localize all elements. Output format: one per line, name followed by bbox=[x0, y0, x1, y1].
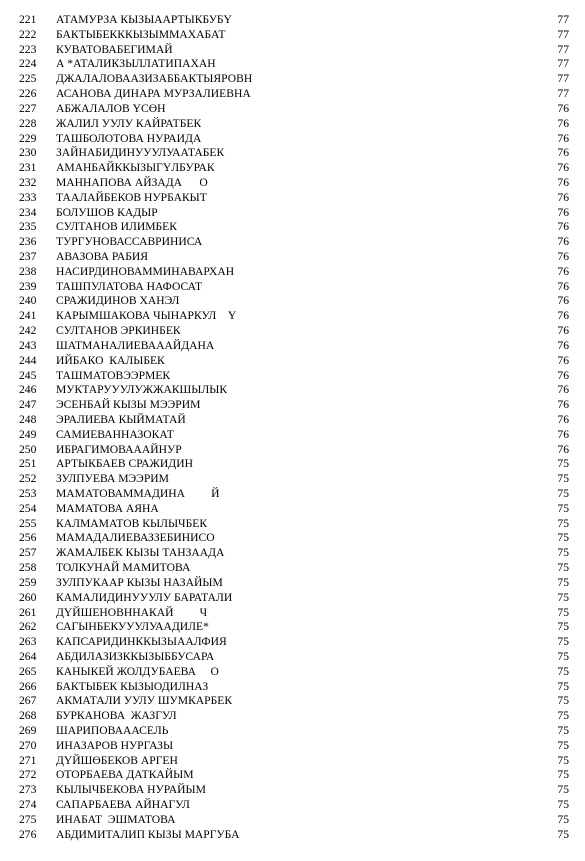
list-item bbox=[0, 502, 585, 517]
score-value: 75 bbox=[557, 561, 569, 575]
row-number: 245 bbox=[19, 368, 37, 382]
list-item bbox=[0, 798, 585, 813]
list-item bbox=[0, 620, 585, 635]
score-value: 76 bbox=[557, 220, 569, 234]
row-number: 248 bbox=[19, 412, 37, 426]
student-name: НАСИРДИНОВАММИНАВАРХАН bbox=[56, 264, 235, 278]
row-number: 260 bbox=[19, 590, 37, 604]
list-item bbox=[0, 457, 585, 472]
student-name: КАРЫМШАКОВА ЧЫНАРКУЛ Ү bbox=[56, 309, 237, 323]
score-value: 77 bbox=[557, 72, 569, 86]
list-item bbox=[0, 443, 585, 458]
list-item bbox=[0, 591, 585, 606]
list-item bbox=[0, 754, 585, 769]
student-name: БАКТЫБЕК КЫЗЫОДИЛНАЗ bbox=[56, 679, 209, 693]
student-name: АБДИЛАЗИЗККЫЗЫББУСАРА bbox=[56, 649, 215, 663]
list-item bbox=[0, 43, 585, 58]
score-value: 75 bbox=[557, 516, 569, 530]
row-number: 254 bbox=[19, 501, 37, 515]
row-number: 251 bbox=[19, 457, 37, 471]
student-name: СРАЖИДИНОВ ХАНЭЛ bbox=[56, 294, 180, 308]
score-value: 75 bbox=[557, 590, 569, 604]
list-item bbox=[0, 472, 585, 487]
score-value: 75 bbox=[557, 487, 569, 500]
student-name: ЭСЕНБАЙ КЫЗЫ МЭЭРИМ bbox=[56, 398, 201, 412]
list-item bbox=[0, 220, 585, 235]
row-number: 273 bbox=[19, 783, 37, 797]
row-number: 247 bbox=[19, 398, 37, 412]
score-value: 75 bbox=[557, 709, 569, 723]
score-value: 77 bbox=[557, 27, 569, 41]
score-value: 75 bbox=[557, 472, 569, 486]
list-item bbox=[0, 398, 585, 413]
row-number: 236 bbox=[19, 235, 37, 249]
student-name: ИЙБАКО КАЛЫБЕК bbox=[56, 353, 165, 367]
score-value: 75 bbox=[557, 783, 569, 797]
score-value: 76 bbox=[557, 338, 569, 352]
row-number: 224 bbox=[19, 57, 37, 71]
list-item bbox=[0, 206, 585, 221]
list-item bbox=[0, 531, 585, 546]
student-name: КУВАТОВАБЕГИМАЙ bbox=[56, 42, 173, 56]
list-item bbox=[0, 265, 585, 280]
list-item bbox=[0, 487, 585, 502]
student-name: ДҮЙШӨБЕКОВ АРГЕН bbox=[56, 753, 178, 767]
row-number: 239 bbox=[19, 279, 37, 293]
score-value: 75 bbox=[557, 738, 569, 752]
row-number: 221 bbox=[19, 13, 37, 26]
list-item bbox=[0, 517, 585, 532]
student-name: МАМАТОВА АЯНА bbox=[56, 501, 159, 515]
student-name: ШАРИПОВАААСЕЛЬ bbox=[56, 724, 169, 737]
score-value: 76 bbox=[557, 398, 569, 412]
student-name: САПАРБАЕВА АЙНАГУЛ bbox=[56, 798, 190, 812]
score-value: 75 bbox=[557, 501, 569, 515]
score-value: 75 bbox=[557, 649, 569, 663]
row-number: 259 bbox=[19, 575, 37, 589]
row-number: 261 bbox=[19, 605, 37, 619]
student-name: А *АТАЛИКЗЫЛЛАТИПАХАН bbox=[56, 57, 216, 71]
row-number: 252 bbox=[19, 472, 37, 486]
student-name: АКМАТАЛИ УУЛУ ШУМКАРБЕК bbox=[56, 694, 233, 708]
score-value: 75 bbox=[557, 605, 569, 619]
score-value: 76 bbox=[557, 250, 569, 263]
row-number: 267 bbox=[19, 694, 37, 708]
row-number: 241 bbox=[19, 309, 37, 323]
score-value: 76 bbox=[557, 383, 569, 397]
list-item bbox=[0, 546, 585, 561]
student-name: ЗАЙНАБИДИНУУУЛУААТАБЕК bbox=[56, 146, 225, 160]
student-name: СУЛТАНОВ ИЛИМБЕК bbox=[56, 220, 177, 234]
row-number: 257 bbox=[19, 546, 37, 560]
student-name: АБДИМИТАЛИП КЫЗЫ МАРГУБА bbox=[56, 827, 240, 841]
list-item bbox=[0, 606, 585, 621]
row-number: 230 bbox=[19, 146, 37, 160]
row-number: 264 bbox=[19, 649, 37, 663]
student-name: ЖАМАЛБЕК КЫЗЫ ТАНЗААДА bbox=[56, 546, 225, 560]
student-name: ЖАЛИЛ УУЛУ КАЙРАТБЕК bbox=[56, 116, 202, 130]
list-item bbox=[0, 339, 585, 354]
student-name: ТАШПУЛАТОВА НАФОСАТ bbox=[56, 279, 203, 293]
row-number: 238 bbox=[19, 264, 37, 278]
row-number: 244 bbox=[19, 353, 37, 367]
student-name: ТОЛКУНАЙ МАМИТОВА bbox=[56, 561, 191, 575]
ranking-list bbox=[0, 13, 585, 843]
row-number: 268 bbox=[19, 709, 37, 723]
score-value: 75 bbox=[557, 664, 569, 678]
row-number: 262 bbox=[19, 620, 37, 634]
list-item bbox=[0, 724, 585, 739]
score-value: 75 bbox=[557, 457, 569, 471]
list-item bbox=[0, 383, 585, 398]
row-number: 242 bbox=[19, 324, 37, 338]
row-number: 276 bbox=[19, 827, 37, 841]
row-number: 274 bbox=[19, 798, 37, 812]
student-name: МАМАТОВАММАДИНА Й bbox=[56, 487, 220, 500]
list-item bbox=[0, 828, 585, 843]
list-item bbox=[0, 235, 585, 250]
student-name: АТАМУРЗА КЫЗЫААРТЫКБУБҮ bbox=[56, 13, 232, 26]
score-value: 76 bbox=[557, 131, 569, 145]
row-number: 231 bbox=[19, 161, 37, 175]
list-item bbox=[0, 87, 585, 102]
score-value: 76 bbox=[557, 279, 569, 293]
row-number: 249 bbox=[19, 427, 37, 441]
row-number: 255 bbox=[19, 516, 37, 530]
student-name: ЭРАЛИЕВА КЫЙМАТАЙ bbox=[56, 412, 186, 426]
list-item bbox=[0, 428, 585, 443]
score-value: 76 bbox=[557, 353, 569, 367]
row-number: 263 bbox=[19, 635, 37, 649]
list-item bbox=[0, 694, 585, 709]
list-item bbox=[0, 413, 585, 428]
score-value: 76 bbox=[557, 324, 569, 338]
list-item bbox=[0, 768, 585, 783]
score-value: 77 bbox=[557, 57, 569, 71]
student-name: ИНАБАТ ЭШМАТОВА bbox=[56, 812, 176, 826]
score-value: 77 bbox=[557, 13, 569, 26]
list-item bbox=[0, 57, 585, 72]
score-value: 77 bbox=[557, 42, 569, 56]
score-value: 75 bbox=[557, 546, 569, 560]
student-name: ИБРАГИМОВАААЙНУР bbox=[56, 442, 182, 456]
score-value: 76 bbox=[557, 427, 569, 441]
row-number: 256 bbox=[19, 531, 37, 545]
student-name: ТАШМАТОВЭЭРМЕК bbox=[56, 368, 171, 382]
student-name: АБЖАЛАЛОВ ҮСӨН bbox=[56, 101, 166, 115]
student-name: ДЖАЛАЛОВААЗИЗАББАКТЫЯРОВН bbox=[56, 72, 253, 86]
row-number: 266 bbox=[19, 679, 37, 693]
student-name: ОТОРБАЕВА ДАТКАЙЫМ bbox=[56, 768, 194, 782]
score-value: 76 bbox=[557, 190, 569, 204]
row-number: 233 bbox=[19, 190, 37, 204]
list-item bbox=[0, 369, 585, 384]
score-value: 75 bbox=[557, 679, 569, 693]
student-name: АРТЫКБАЕВ СРАЖИДИН bbox=[56, 457, 193, 471]
list-item bbox=[0, 324, 585, 339]
row-number: 246 bbox=[19, 383, 37, 397]
score-value: 76 bbox=[557, 309, 569, 323]
student-name: БУРКАНОВА ЖАЗГУЛ bbox=[56, 709, 177, 723]
row-number: 271 bbox=[19, 753, 37, 767]
list-item bbox=[0, 294, 585, 309]
score-value: 75 bbox=[557, 620, 569, 634]
list-item bbox=[0, 280, 585, 295]
student-name: МАННАПОВА АЙЗАДА О bbox=[56, 175, 208, 189]
score-value: 76 bbox=[557, 175, 569, 189]
list-item bbox=[0, 28, 585, 43]
score-value: 76 bbox=[557, 205, 569, 219]
score-value: 76 bbox=[557, 294, 569, 308]
row-number: 229 bbox=[19, 131, 37, 145]
score-value: 75 bbox=[557, 635, 569, 649]
list-item bbox=[0, 665, 585, 680]
score-value: 75 bbox=[557, 531, 569, 545]
row-number: 250 bbox=[19, 442, 37, 456]
list-item bbox=[0, 117, 585, 132]
list-item bbox=[0, 250, 585, 265]
score-value: 76 bbox=[557, 368, 569, 382]
student-name: КАПСАРИДИНККЫЗЫААЛФИЯ bbox=[56, 635, 227, 649]
row-number: 223 bbox=[19, 42, 37, 56]
student-name: АМАНБАЙККЫЗЫГҮЛБУРАК bbox=[56, 161, 215, 175]
list-item bbox=[0, 635, 585, 650]
list-item bbox=[0, 561, 585, 576]
score-value: 75 bbox=[557, 812, 569, 826]
list-item bbox=[0, 354, 585, 369]
score-value: 76 bbox=[557, 146, 569, 160]
student-name: САГЫНБЕКУУУЛУААДИЛЕ* bbox=[56, 620, 209, 634]
student-name: САМИЕВАННАЗОКАТ bbox=[56, 427, 174, 441]
list-item bbox=[0, 783, 585, 798]
row-number: 232 bbox=[19, 175, 37, 189]
student-name: КЫЛЫЧБЕКОВА НУРАЙЫМ bbox=[56, 783, 206, 797]
list-item bbox=[0, 650, 585, 665]
list-item bbox=[0, 132, 585, 147]
student-name: ШАТМАНАЛИЕВАААЙДАНА bbox=[56, 338, 215, 352]
student-name: АСАНОВА ДИНАРА МУРЗАЛИЕВНА bbox=[56, 87, 251, 101]
score-value: 76 bbox=[557, 116, 569, 130]
score-value: 75 bbox=[557, 575, 569, 589]
student-name: АВАЗОВА РАБИЯ bbox=[56, 250, 149, 263]
row-number: 269 bbox=[19, 724, 37, 737]
row-number: 253 bbox=[19, 487, 37, 500]
student-name: КАНЫКЕЙ ЖОЛДУБАЕВА О bbox=[56, 664, 219, 678]
score-value: 75 bbox=[557, 827, 569, 841]
list-item bbox=[0, 739, 585, 754]
student-name: МУКТАРУУУЛУЖЖАКШЫЛЫК bbox=[56, 383, 228, 397]
row-number: 270 bbox=[19, 738, 37, 752]
score-value: 75 bbox=[557, 753, 569, 767]
student-name: ТУРГУНОВАССАВРИНИСА bbox=[56, 235, 203, 249]
score-value: 76 bbox=[557, 442, 569, 456]
student-name: МАМАДАЛИЕВАЗЗЕБИНИСО bbox=[56, 531, 215, 545]
score-value: 76 bbox=[557, 101, 569, 115]
score-value: 76 bbox=[557, 161, 569, 175]
student-name: СУЛТАНОВ ЭРКИНБЕК bbox=[56, 324, 181, 338]
score-value: 76 bbox=[557, 412, 569, 426]
row-number: 222 bbox=[19, 27, 37, 41]
row-number: 258 bbox=[19, 561, 37, 575]
row-number: 235 bbox=[19, 220, 37, 234]
list-item bbox=[0, 72, 585, 87]
row-number: 226 bbox=[19, 87, 37, 101]
score-value: 76 bbox=[557, 235, 569, 249]
score-value: 77 bbox=[557, 87, 569, 101]
list-item bbox=[0, 191, 585, 206]
student-name: ТААЛАЙБЕКОВ НУРБАКЫТ bbox=[56, 190, 207, 204]
list-item bbox=[0, 680, 585, 695]
list-item bbox=[0, 813, 585, 828]
score-value: 76 bbox=[557, 264, 569, 278]
score-value: 75 bbox=[557, 768, 569, 782]
score-value: 75 bbox=[557, 798, 569, 812]
row-number: 272 bbox=[19, 768, 37, 782]
student-name: ДҮЙШЕНОВННАКАЙ Ч bbox=[56, 605, 208, 619]
student-name: БОЛУШОВ КАДЫР bbox=[56, 205, 158, 219]
list-item bbox=[0, 709, 585, 724]
row-number: 237 bbox=[19, 250, 37, 263]
row-number: 275 bbox=[19, 812, 37, 826]
row-number: 228 bbox=[19, 116, 37, 130]
row-number: 227 bbox=[19, 101, 37, 115]
row-number: 225 bbox=[19, 72, 37, 86]
list-item bbox=[0, 176, 585, 191]
list-item bbox=[0, 576, 585, 591]
score-value: 75 bbox=[557, 694, 569, 708]
student-name: КАМАЛИДИНУУУЛУ БАРАТАЛИ bbox=[56, 590, 233, 604]
list-item bbox=[0, 161, 585, 176]
student-name: ЗУЛПУЕВА МЭЭРИМ bbox=[56, 472, 169, 486]
list-item bbox=[0, 102, 585, 117]
score-value: 75 bbox=[557, 724, 569, 737]
row-number: 240 bbox=[19, 294, 37, 308]
student-name: КАЛМАМАТОВ КЫЛЫЧБЕК bbox=[56, 516, 208, 530]
list-item bbox=[0, 13, 585, 28]
row-number: 265 bbox=[19, 664, 37, 678]
student-name: ЗУЛПУКААР КЫЗЫ НАЗАЙЫМ bbox=[56, 575, 223, 589]
student-name: ИНАЗАРОВ НУРГАЗЫ bbox=[56, 738, 174, 752]
list-item bbox=[0, 309, 585, 324]
student-name: БАКТЫБЕКККЫЗЫММАХАБАТ bbox=[56, 27, 226, 41]
student-name: ТАШБОЛОТОВА НУРАИДА bbox=[56, 131, 202, 145]
list-item bbox=[0, 146, 585, 161]
row-number: 243 bbox=[19, 338, 37, 352]
row-number: 234 bbox=[19, 205, 37, 219]
